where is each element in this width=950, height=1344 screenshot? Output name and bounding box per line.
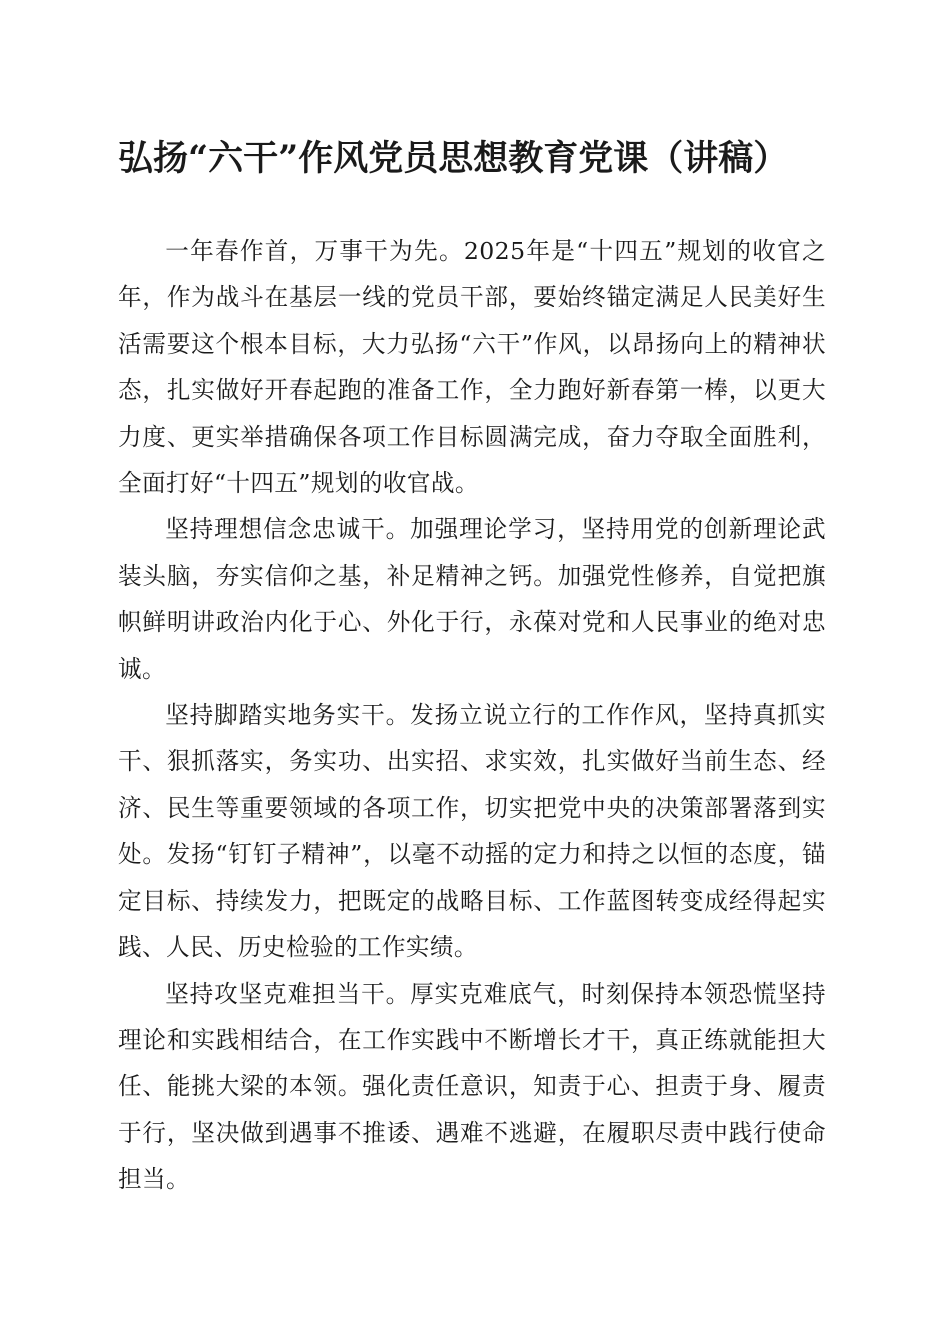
document-body [118, 228, 826, 1203]
document-title: 弘扬“六干”作风党员思想教育党课（讲稿） [118, 138, 789, 179]
paragraph-intro: 一年春作首，万事干为先。2025年是“十四五”规划的收官之年，作为战斗在基层一线的党员干部，要始终锚定满足人民美好生活需要这个根本目标，大力弘扬“六干”作风，以昂扬向上的精神状态，扎实做好开春起跑的准备工作，全力跑好新春第一棒，以更大力度、更实举措确保各项工作目标圆满完成，奋力夺取全面胜利，全面打好“十四五”规划的收官战。 [118, 237, 826, 498]
paragraph-responsibility: 坚持攻坚克难担当干。厚实克难底气，时刻保持本领恐慌坚持理论和实践相结合，在工作实践中不断增长才干，真正练就能担大任、能挑大梁的本领。强化责任意识，知责于心、担责于身、履责于行，坚决做到遇事不推诿、遇难不逃避，在履职尽责中践行使命担当。 [118, 979, 826, 1194]
paragraph-loyalty: 坚持理想信念忠诚干。加强理论学习，坚持用党的创新理论武装头脑，夯实信仰之基，补足精神之钙。加强党性修养，自觉把旗帜鲜明讲政治内化于心、外化于行，永葆对党和人民事业的绝对忠诚。 [118, 515, 826, 683]
paragraph-pragmatic: 坚持脚踏实地务实干。发扬立说立行的工作作风，坚持真抓实干、狠抓落实，务实功、出实招、求实效，扎实做好当前生态、经济、民生等重要领域的各项工作，切实把党中央的决策部署落到实处。发扬“钉钉子精神”，以毫不动摇的定力和持之以恒的态度，锚定目标、持续发力，把既定的战略目标、工作蓝图转变成经得起实践、人民、历史检验的工作实绩。 [118, 701, 826, 962]
